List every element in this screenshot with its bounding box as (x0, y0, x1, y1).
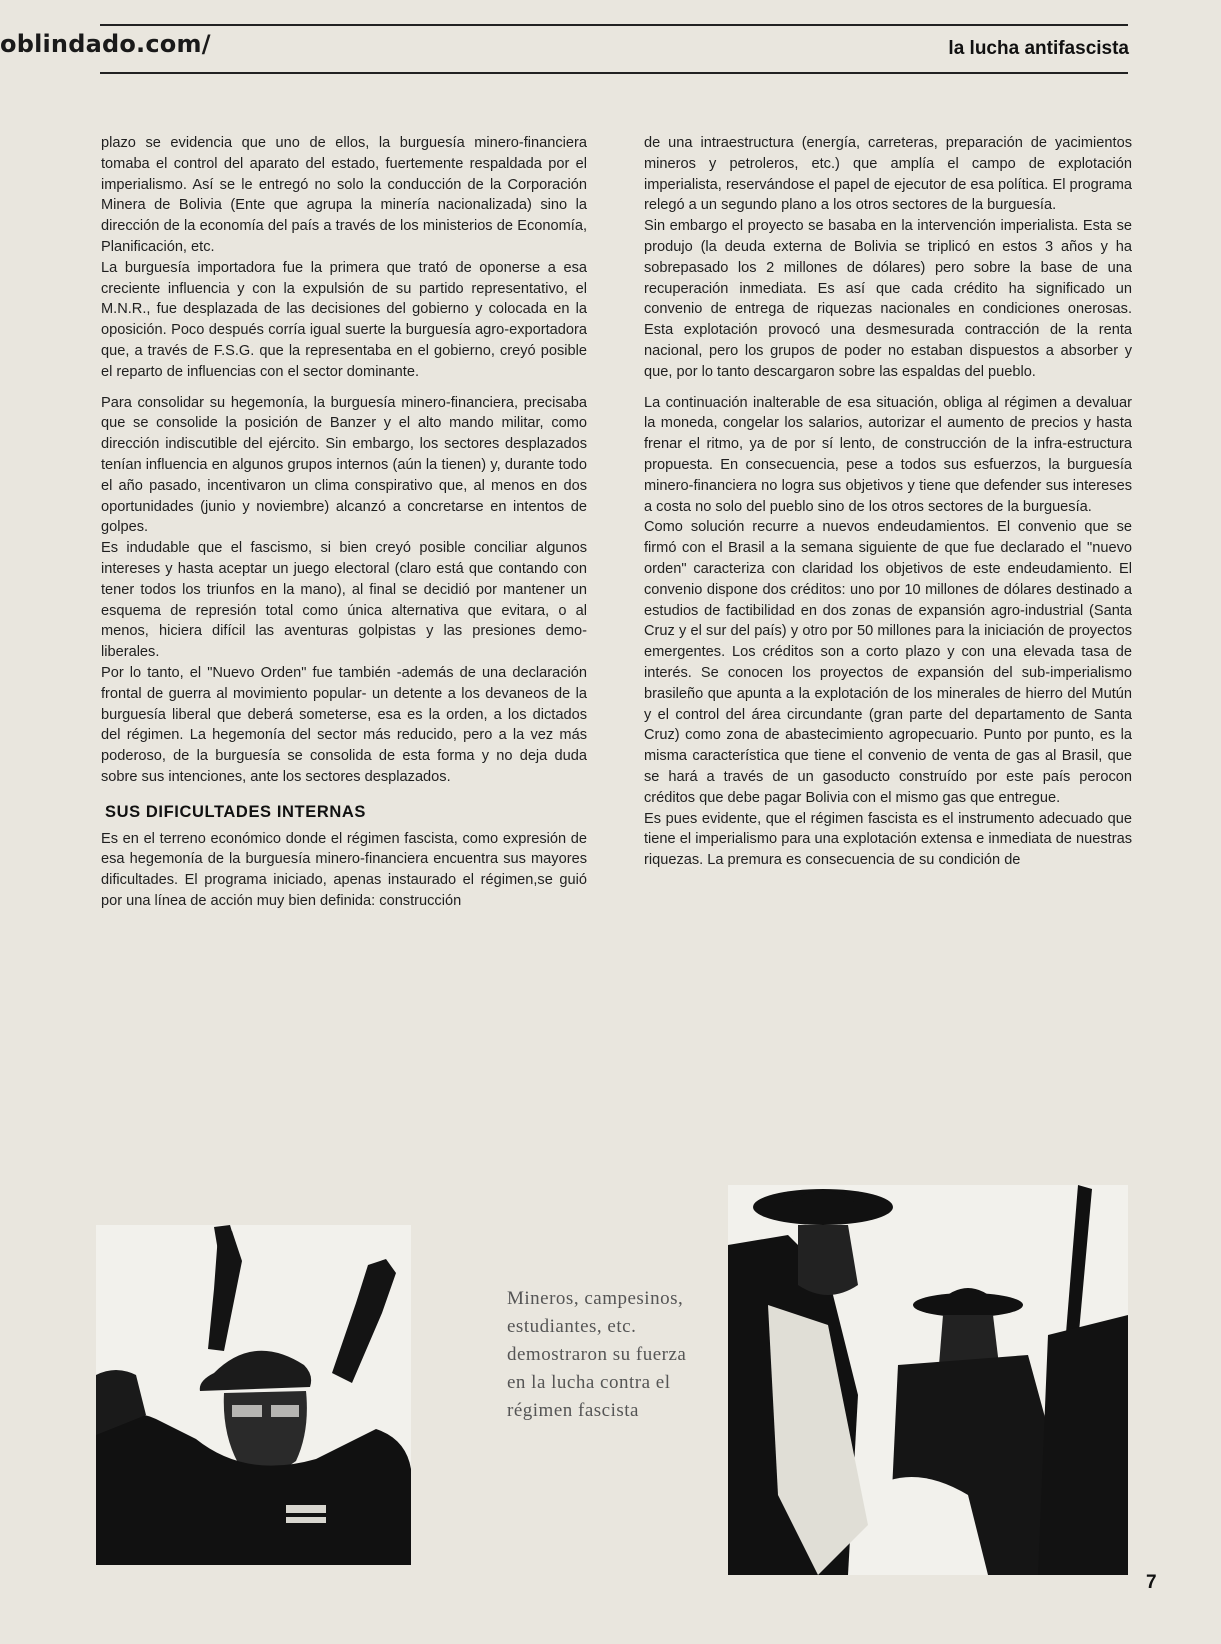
paragraph: Es en el terreno económico donde el régimen fascista, como expresión de esa hegemonía de la burguesía minero-financiera encuentra sus mayores dificultades. El programa iniciado, apenas instaurado el régimen,se guió por una línea de acción muy bien definida: construcción (101, 830, 587, 909)
photo-campesinos (728, 1185, 1128, 1575)
paragraph: Como solución recurre a nuevos endeudamientos. El convenio que se firmó con el Brasil a la semana siguiente de que fue declarado el "nuevo orden" caracteriza con claridad los objetivos de este endeudamiento. El convenio dispone dos créditos: uno por 10 millones de dólares destinado a estudios de factibilidad en dos zonas de expansión agro-industrial (Santa Cruz y el sur del país) y otro por 50 millones para la iniciación de proyectos emergentes. Los créditos son a corto plazo y con una elevada tasa de interés. Se conocen los proyectos de expansión del sub-imperialismo brasileño que apunta a la explotación de los minerales de hierro del Mutún y el control del área circundante (gran parte del departamento de Santa Cruz) como zona de abastecimiento agropecuario. Punto por punto, es la misma característica que tiene el convenio de venta de gas al Brasil, que se hará a través de un gasoducto construído por este país perocon créditos que debe pagar Bolivia con el mismo gas que entregue. (644, 519, 1132, 806)
caption-line: estudiantes, etc. (507, 1316, 637, 1337)
page-number: 7 (1146, 1572, 1157, 1593)
header-rule-top (100, 24, 1128, 26)
paragraph: Es pues evidente, que el régimen fascista es el instrumento adecuado que tiene el imperialismo para una explotación extensa e inmediata de nuestras riquezas. La premura es consecuencia de su condición de (644, 810, 1132, 869)
paragraph: La burguesía importadora fue la primera que trató de oponerse a esa creciente influencia y con la expulsión de su partido representativo, el M.N.R., fue desplazada de las decisiones del gobierno y colocada en la oposición. Poco después corría igual suerte la burguesía agro-exportadora que, a través de F.S.G. que la representaba en el gobierno, creyó posible el reparto de influencias con el sector dominante. (101, 259, 587, 380)
paragraph: de una intraestructura (energía, carreteras, preparación de yacimientos mineros y petroleros, etc.) que amplía el campo de explotación imperialista, reservándose el papel de ejecutor de esa política. El programa relegó a un segundo plano a los otros sectores de la burguesía. (644, 135, 1132, 214)
paragraph: Por lo tanto, el "Nuevo Orden" fue también -además de una declaración frontal de guerra al movimiento popular- un detente a los devaneos de la burguesía liberal que deberá someterse, esa es la orden, a los dictados del régimen. La hegemonía del sector más reducido, pero a la vez más poderoso, de la burguesía se consolida de esta forma y no deja duda sobre sus intenciones, ante los sectores desplazados. (101, 664, 587, 785)
header-rule-bottom (100, 72, 1128, 74)
photo-soldiers (96, 1225, 411, 1565)
watermark-url: oblindado.com/ (0, 30, 211, 58)
caption-line: Mineros, campesinos, (507, 1288, 684, 1309)
paragraph: La continuación inalterable de esa situación, obliga al régimen a devaluar la moneda, congelar los salarios, autorizar el aumento de precios y hasta frenar el ritmo, ya de por sí lento, de construcción de la infra-estructura propuesta. En consecuencia, pese a todos sus esfuerzos, la burguesía minero-financiera no logra sus objetivos y tiene que defender sus intereses a costa no solo del pueblo sino de los otros sectores de la burguesía. (644, 394, 1132, 515)
paragraph: Para consolidar su hegemonía, la burguesía minero-financiera, precisaba que se consolide la posición de Banzer y el alto mando militar, como dirección indiscutible del ejército. Sin embargo, los sectores desplazados tenían influencia en algunos grupos internos (aún la tienen) y, durante todo el año pasado, incentivaron un clima conspirativo que, al menos en dos oportunidades (junio y noviembre) alcanzó a concretarse en intentos de golpes. (101, 394, 587, 536)
caption-line: en la lucha contra el (507, 1372, 671, 1393)
running-head: la lucha antifascista (948, 38, 1129, 59)
paragraph: Es indudable que el fascismo, si bien creyó posible conciliar algunos intereses y hasta aceptar un juego electoral (claro está que contando con tener todos los triunfos en la mano), al final se decidió por mantener un esquema de represión total como única alternativa que evitara, o al menos, hiciera difícil las aventuras golpistas y las presiones demo-liberales. (101, 540, 587, 661)
photo-caption (507, 1285, 737, 1425)
paragraph: plazo se evidencia que uno de ellos, la burguesía minero-financiera tomaba el control del aparato del estado, fuertemente respaldada por el imperialismo. Así se le entregó no solo la conducción de la Corporación Minera de Bolivia (Ente que agrupa la minería nacionalizada) sino la dirección de la economía del país a través de los ministerios de Economía, Planificación, etc. (101, 135, 587, 255)
caption-line: demostraron su fuerza (507, 1344, 687, 1365)
section-heading: SUS DIFICULTADES INTERNAS (105, 802, 366, 821)
caption-line: régimen fascista (507, 1400, 639, 1421)
paragraph: Sin embargo el proyecto se basaba en la intervención imperialista. Esta se produjo (la deuda externa de Bolivia se triplicó en estos 3 años y ha sobrepasado los 2 millones de dólares) pero sobre la base de una recuperación inmediata. Es así que cada crédito ha significado un convenio de entrega de riquezas nacionales en condiciones onerosas. Esta explotación provocó una desmesurada contracción de la renta nacional, pero los grupos de poder no estaban dispuestos a absorber y que, por lo tanto descargaron sobre las espaldas del pueblo. (644, 218, 1132, 380)
right-column (644, 133, 1132, 871)
left-column (101, 133, 587, 912)
